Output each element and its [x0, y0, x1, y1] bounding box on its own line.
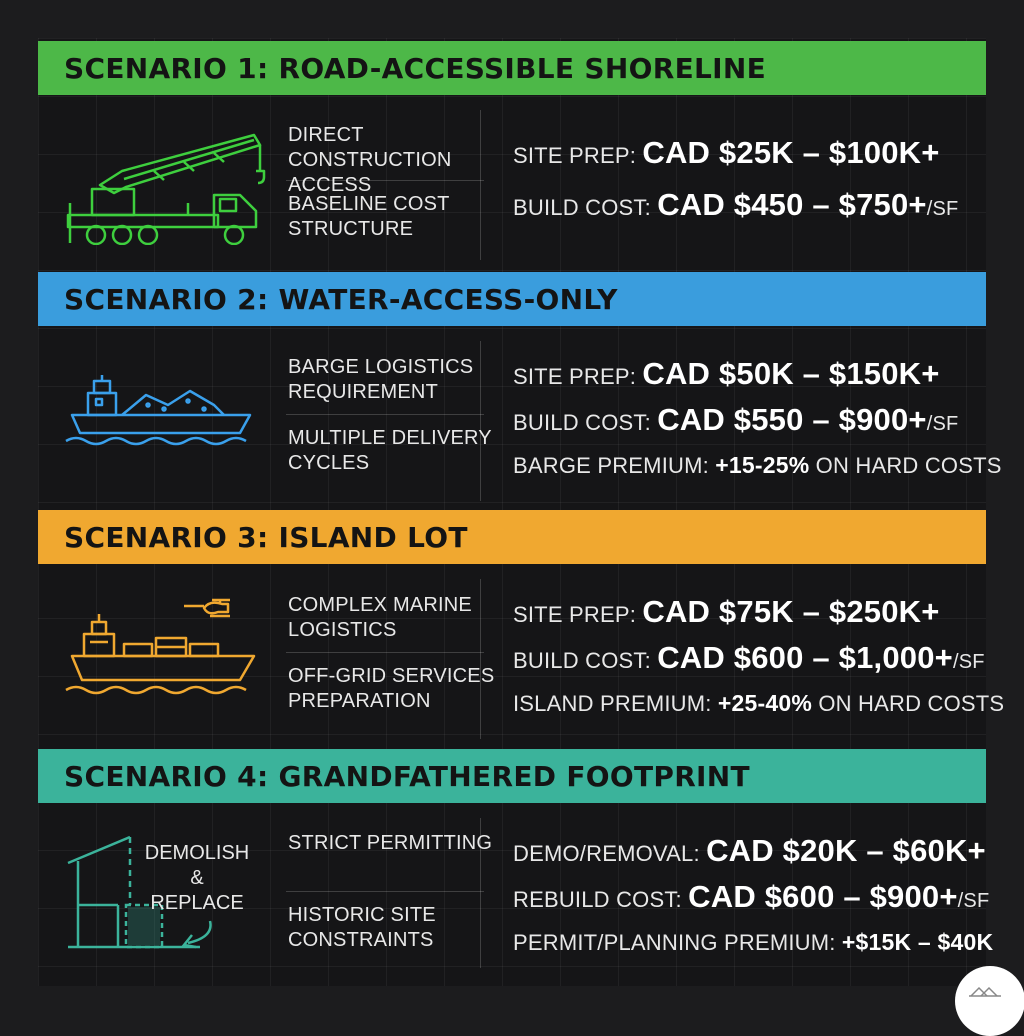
divider	[286, 652, 484, 653]
cost-value: CAD $75K – $250K+	[642, 594, 940, 629]
scenario-2-cost-1	[513, 356, 940, 392]
cost-unit: /SF	[926, 198, 959, 220]
scenario-2-cost-2	[513, 402, 958, 438]
cost-label: BUILD COST:	[513, 195, 658, 220]
cost-label: BARGE PREMIUM:	[513, 453, 716, 478]
divider	[286, 180, 484, 181]
crane-truck-icon	[64, 115, 274, 245]
cost-value: CAD $450 – $750+	[657, 187, 927, 222]
scenario-4-feature-2: HISTORIC SITE CONSTRAINTS	[288, 904, 436, 951]
scenario-4-cost-3	[513, 929, 993, 956]
cost-value: CAD $600 – $1,000+	[657, 640, 953, 675]
cost-label: REBUILD COST:	[513, 887, 689, 912]
scenario-2-header: SCENARIO 2: WATER-ACCESS-ONLY	[38, 272, 986, 326]
cost-value: +$15K – $40K	[841, 929, 994, 955]
brand-logo-icon	[955, 966, 1024, 1036]
scenario-2-feature-1: BARGE LOGISTICS REQUIREMENT	[288, 356, 474, 403]
cost-value: CAD $25K – $100K+	[642, 135, 940, 170]
scenario-3-cost-1	[513, 594, 940, 630]
scenario-4-feature-1: STRICT PERMITTING	[288, 832, 493, 854]
divider	[480, 341, 481, 501]
scenario-3-cost-3	[513, 690, 1004, 717]
scenario-1-cost-2	[513, 187, 958, 223]
scenario-1-section	[38, 95, 986, 272]
cost-value: +15-25%	[715, 452, 810, 478]
cost-value: CAD $550 – $900+	[657, 402, 927, 437]
cost-value: +25-40%	[717, 690, 813, 716]
cost-label: DEMO/REMOVAL:	[513, 841, 707, 866]
cost-label: BUILD COST:	[513, 410, 658, 435]
scenario-3-cost-2	[513, 640, 985, 676]
scenario-3-feature-2: OFF-GRID SERVICES PREPARATION	[288, 665, 495, 712]
cargo-ship-helicopter-icon	[64, 594, 264, 704]
cost-unit: /SF	[926, 413, 959, 435]
scenario-4-cost-1	[513, 833, 986, 869]
barge-icon	[64, 371, 264, 451]
divider	[286, 414, 484, 415]
scenario-3-section	[38, 564, 1005, 749]
cost-label: SITE PREP:	[513, 602, 643, 627]
cost-label: SITE PREP:	[513, 143, 643, 168]
cost-value: CAD $20K – $60K+	[706, 833, 986, 868]
scenario-2-feature-2: MULTIPLE DELIVERY CYCLES	[288, 427, 492, 474]
cost-unit: ON HARD COSTS	[809, 453, 1002, 478]
divider	[480, 110, 481, 260]
scenario-1-feature-1: DIRECT CONSTRUCTION ACCESS	[288, 124, 452, 196]
scenario-1-cost-1	[513, 135, 940, 171]
cost-unit: ON HARD COSTS	[812, 691, 1005, 716]
divider	[480, 818, 481, 968]
cost-label: PERMIT/PLANNING PREMIUM:	[513, 930, 842, 955]
scenario-2-cost-3	[513, 452, 1002, 479]
cost-unit: /SF	[952, 651, 985, 673]
cost-value: CAD $50K – $150K+	[642, 356, 940, 391]
cost-value: CAD $600 – $900+	[688, 879, 958, 914]
scenario-3-header: SCENARIO 3: ISLAND LOT	[38, 510, 986, 564]
scenario-4-header: SCENARIO 4: GRANDFATHERED FOOTPRINT	[38, 749, 986, 803]
cost-label: SITE PREP:	[513, 364, 643, 389]
scenario-1-feature-2: BASELINE COST STRUCTURE	[288, 193, 450, 240]
scenario-2-section	[38, 326, 1002, 510]
divider	[480, 579, 481, 739]
scenario-3-feature-1: COMPLEX MARINE LOGISTICS	[288, 594, 472, 641]
demolish-replace-label: DEMOLISH & REPLACE	[144, 842, 250, 914]
scenario-4-cost-2	[513, 879, 989, 915]
scenario-4-section	[38, 803, 994, 985]
cost-label: ISLAND PREMIUM:	[513, 691, 718, 716]
cost-unit: /SF	[957, 890, 990, 912]
cost-label: BUILD COST:	[513, 648, 658, 673]
scenario-1-header: SCENARIO 1: ROAD-ACCESSIBLE SHORELINE	[38, 41, 986, 95]
divider	[286, 891, 484, 892]
